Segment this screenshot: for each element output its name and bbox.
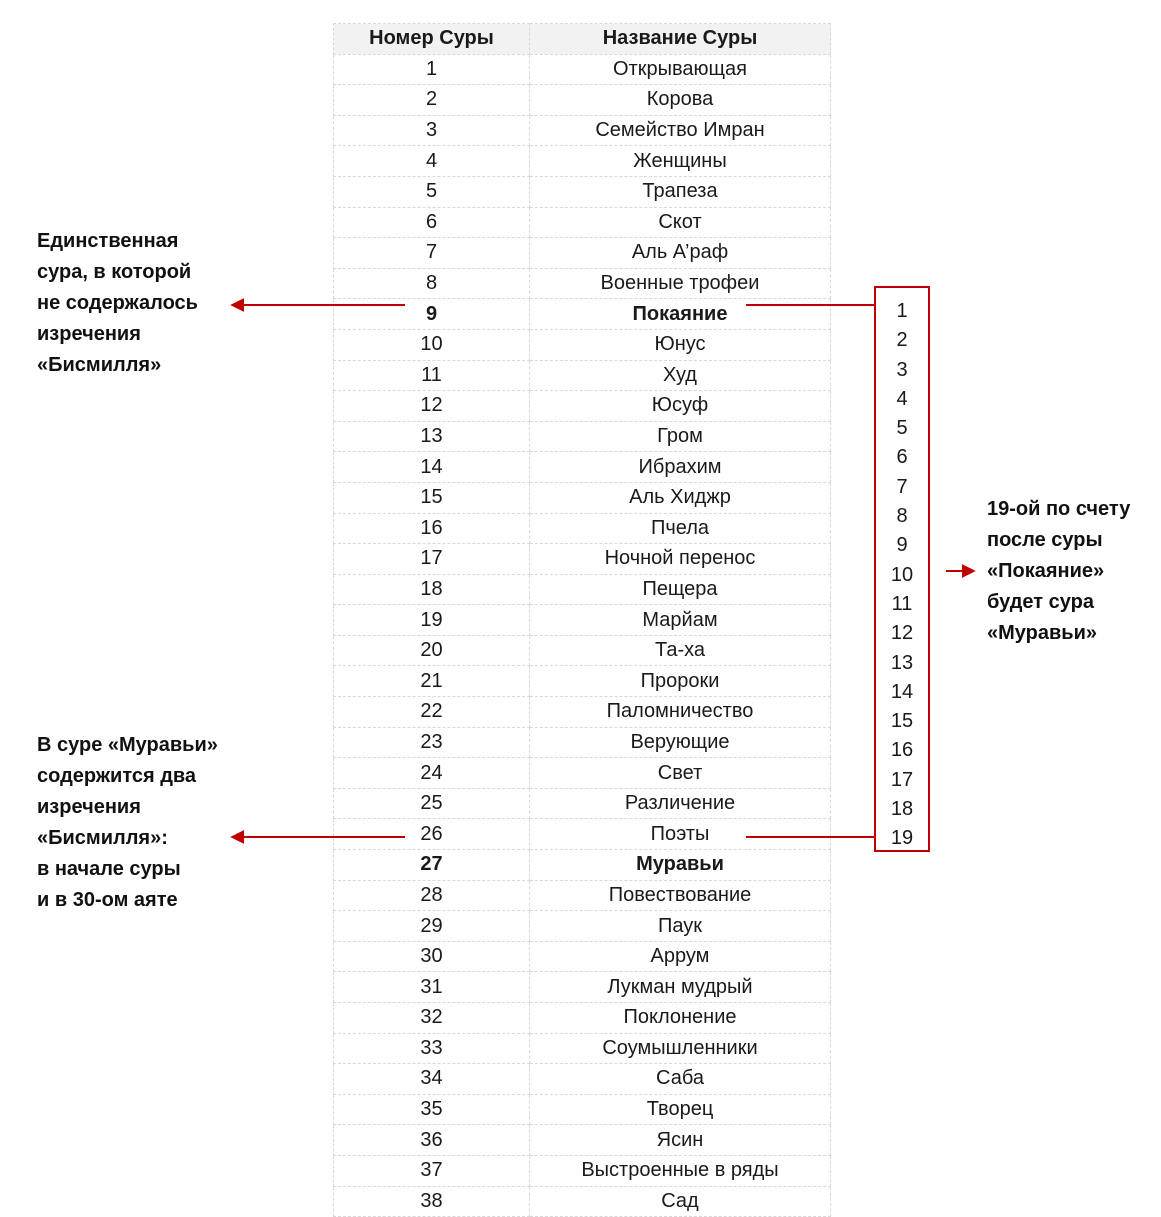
count-number: 9 bbox=[896, 534, 908, 557]
surah-number: 37 bbox=[334, 1155, 530, 1186]
surah-name: Паук bbox=[530, 911, 831, 942]
count-number: 8 bbox=[896, 505, 908, 528]
surah-name: Пещера bbox=[530, 574, 831, 605]
surah-number: 17 bbox=[334, 544, 530, 575]
surah-number: 33 bbox=[334, 1033, 530, 1064]
surah-name: Женщины bbox=[530, 146, 831, 177]
surah-name: Повествование bbox=[530, 880, 831, 911]
surah-name: Паломничество bbox=[530, 697, 831, 728]
note-line: содержится два bbox=[37, 765, 197, 787]
surah-number: 29 bbox=[334, 911, 530, 942]
surah-number: 35 bbox=[334, 1094, 530, 1125]
surah-number: 24 bbox=[334, 758, 530, 789]
surah-name: Юсуф bbox=[530, 391, 831, 422]
count-number: 6 bbox=[896, 446, 908, 469]
surah-name: Марйам bbox=[530, 605, 831, 636]
surah-name: Верующие bbox=[530, 727, 831, 758]
surah-number: 16 bbox=[334, 513, 530, 544]
surah-number: 23 bbox=[334, 727, 530, 758]
count-number: 12 bbox=[890, 622, 914, 645]
surah-number: 21 bbox=[334, 666, 530, 697]
surah-number: 27 bbox=[334, 850, 530, 881]
note-line: «Бисмилля» bbox=[37, 354, 162, 376]
note-line: «Муравьи» bbox=[987, 622, 1097, 644]
surah-name: Корова bbox=[530, 85, 831, 116]
surah-name: Семейство Имран bbox=[530, 115, 831, 146]
surah-name: Ибрахим bbox=[530, 452, 831, 483]
surah-name: Ясин bbox=[530, 1125, 831, 1156]
surah-name: Муравьи bbox=[530, 850, 831, 881]
count-number: 14 bbox=[890, 680, 914, 703]
surah-name: Трапеза bbox=[530, 176, 831, 207]
surah-name: Различение bbox=[530, 788, 831, 819]
surah-number: 31 bbox=[334, 972, 530, 1003]
count-number: 19 bbox=[890, 827, 914, 850]
surah-number: 1 bbox=[334, 54, 530, 85]
surah-number: 2 bbox=[334, 85, 530, 116]
surah-name: Пророки bbox=[530, 666, 831, 697]
surah-name: Выстроенные в ряды bbox=[530, 1155, 831, 1186]
surah-name: Поклонение bbox=[530, 1003, 831, 1034]
surah-number: 13 bbox=[334, 421, 530, 452]
surah-number: 38 bbox=[334, 1186, 530, 1217]
note-line: после суры bbox=[987, 529, 1103, 551]
surah-number: 19 bbox=[334, 605, 530, 636]
surah-number: 26 bbox=[334, 819, 530, 850]
surah-name: Творец bbox=[530, 1094, 831, 1125]
surah-number: 34 bbox=[334, 1064, 530, 1095]
surah-name: Сад bbox=[530, 1186, 831, 1217]
surah-number: 30 bbox=[334, 941, 530, 972]
surah-name: Пчела bbox=[530, 513, 831, 544]
surah-name: Саба bbox=[530, 1064, 831, 1095]
surah-name: Военные трофеи bbox=[530, 268, 831, 299]
surah-number: 3 bbox=[334, 115, 530, 146]
surah-number: 15 bbox=[334, 482, 530, 513]
count-number: 1 bbox=[896, 300, 908, 322]
surah-name: Худ bbox=[530, 360, 831, 391]
note-line: «Покаяние» bbox=[987, 560, 1105, 582]
surah-name: Лукман мудрый bbox=[530, 972, 831, 1003]
surah-name: Скот bbox=[530, 207, 831, 238]
surah-name: Юнус bbox=[530, 329, 831, 360]
surah-number: 9 bbox=[334, 299, 530, 330]
surah-number: 5 bbox=[334, 176, 530, 207]
header-surah-name: Название Суры bbox=[530, 24, 831, 55]
surah-number: 8 bbox=[334, 268, 530, 299]
surah-number: 12 bbox=[334, 391, 530, 422]
count-number: 15 bbox=[890, 710, 914, 733]
note-line: не содержалось bbox=[37, 292, 198, 314]
note-line: В суре «Муравьи» bbox=[37, 734, 218, 756]
surah-name: Соумышленники bbox=[530, 1033, 831, 1064]
surah-name: Гром bbox=[530, 421, 831, 452]
count-number: 7 bbox=[896, 475, 908, 498]
surah-name: Аль А’раф bbox=[530, 238, 831, 269]
surah-number: 20 bbox=[334, 635, 530, 666]
note-line: 19-ой по счету bbox=[987, 498, 1131, 520]
note-line: и в 30-ом аяте bbox=[37, 889, 178, 911]
note-line: изречения bbox=[37, 323, 141, 345]
surah-name: Покаяние bbox=[530, 299, 831, 330]
header-surah-number: Номер Суры bbox=[334, 24, 530, 55]
surah-number: 25 bbox=[334, 788, 530, 819]
note-line: будет сура bbox=[987, 591, 1094, 613]
surah-number: 22 bbox=[334, 697, 530, 728]
count-number: 5 bbox=[896, 417, 908, 440]
count-number: 10 bbox=[890, 563, 914, 586]
note-line: в начале суры bbox=[37, 858, 181, 880]
count-number: 3 bbox=[896, 358, 908, 381]
surah-number: 14 bbox=[334, 452, 530, 483]
note-line: изречения bbox=[37, 796, 141, 818]
surah-number: 6 bbox=[334, 207, 530, 238]
surah-number: 4 bbox=[334, 146, 530, 177]
count-number: 4 bbox=[896, 387, 908, 410]
surah-number: 10 bbox=[334, 329, 530, 360]
note-line: Единственная bbox=[37, 230, 179, 252]
count-number: 17 bbox=[890, 768, 914, 791]
surah-number: 36 bbox=[334, 1125, 530, 1156]
count-number: 16 bbox=[890, 739, 914, 762]
surah-number: 18 bbox=[334, 574, 530, 605]
surah-name: Поэты bbox=[530, 819, 831, 850]
note-line: сура, в которой bbox=[37, 261, 192, 283]
count-number: 11 bbox=[891, 592, 913, 615]
surah-name: Ночной перенос bbox=[530, 544, 831, 575]
surah-name: Аль Хиджр bbox=[530, 482, 831, 513]
surah-name: Аррум bbox=[530, 941, 831, 972]
surah-number: 28 bbox=[334, 880, 530, 911]
count-number: 18 bbox=[890, 798, 914, 821]
surah-name: Свет bbox=[530, 758, 831, 789]
surah-number: 32 bbox=[334, 1003, 530, 1034]
surah-number: 7 bbox=[334, 238, 530, 269]
count-number: 2 bbox=[896, 329, 908, 352]
note-line: «Бисмилля»: bbox=[37, 827, 168, 849]
surah-name: Открывающая bbox=[530, 54, 831, 85]
surah-name: Та-ха bbox=[530, 635, 831, 666]
count-number: 13 bbox=[890, 651, 914, 674]
surah-number: 11 bbox=[334, 360, 530, 391]
